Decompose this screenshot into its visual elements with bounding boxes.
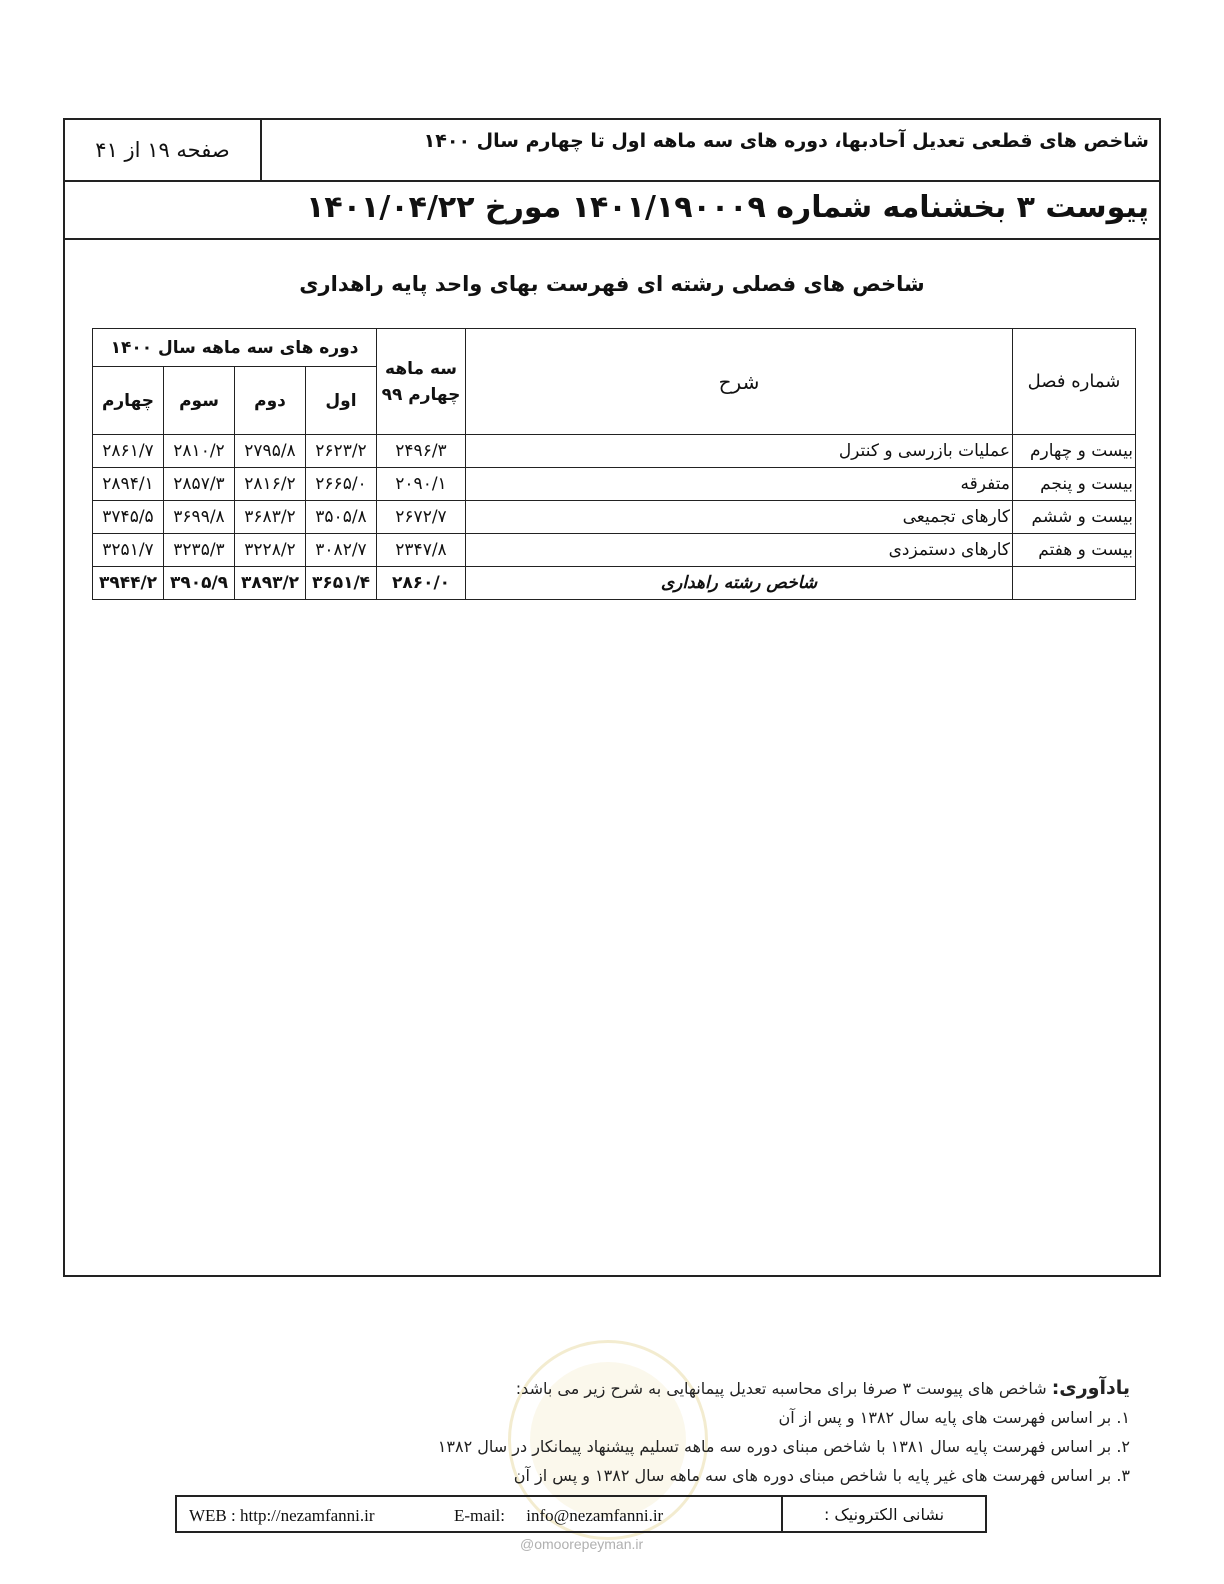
footer-email bbox=[454, 1506, 663, 1526]
row-q99: ۲۰۹۰/۱ bbox=[377, 468, 466, 501]
header-q4: چهارم bbox=[93, 367, 164, 435]
row-q3: ۳۶۹۹/۸ bbox=[164, 501, 235, 534]
document-frame bbox=[63, 118, 1161, 1277]
row-q3: ۳۲۳۵/۳ bbox=[164, 534, 235, 567]
table-row bbox=[93, 501, 1136, 534]
header-q3: سوم bbox=[164, 367, 235, 435]
row-chapter: بیست و هفتم bbox=[1013, 534, 1136, 567]
row-q2: ۳۶۸۳/۲ bbox=[235, 501, 306, 534]
row-q3: ۲۸۵۷/۳ bbox=[164, 468, 235, 501]
notes-intro: شاخص های پیوست ۳ صرفا برای محاسبه تعدیل پیمانهایی به شرح زیر می باشد: bbox=[515, 1379, 1047, 1398]
header-q99 bbox=[377, 329, 466, 435]
total-description: شاخص رشته راهداری bbox=[466, 567, 1013, 600]
notes-label: یادآوری: bbox=[1051, 1377, 1130, 1399]
row-q3: ۲۸۱۰/۲ bbox=[164, 435, 235, 468]
watermark-text: @omoorepeyman.ir bbox=[520, 1536, 644, 1552]
row-description: عملیات بازرسی و کنترل bbox=[466, 435, 1013, 468]
row-q1: ۲۶۶۵/۰ bbox=[306, 468, 377, 501]
header-period-group: دوره های سه ماهه سال ۱۴۰۰ bbox=[93, 329, 377, 367]
total-q4: ۳۹۴۴/۲ bbox=[93, 567, 164, 600]
total-q2: ۳۸۹۳/۲ bbox=[235, 567, 306, 600]
row-q4: ۳۲۵۱/۷ bbox=[93, 534, 164, 567]
document-title: شاخص های قطعی تعدیل آحادبها، دوره های سه ماهه اول تا چهارم سال ۱۴۰۰ bbox=[423, 130, 1149, 152]
header-q99-line1: سه ماهه bbox=[385, 358, 457, 379]
index-table bbox=[92, 328, 1136, 600]
row-chapter: بیست و پنجم bbox=[1013, 468, 1136, 501]
header-description: شرح bbox=[466, 329, 1013, 435]
section-title: شاخص های فصلی رشته ای فهرست بهای واحد پایه راهداری bbox=[299, 272, 925, 296]
table-row bbox=[93, 534, 1136, 567]
header-q99-line2: چهارم ۹۹ bbox=[381, 384, 461, 405]
row-q99: ۲۳۴۷/۸ bbox=[377, 534, 466, 567]
footer-box bbox=[175, 1495, 987, 1533]
row-q4: ۳۷۴۵/۵ bbox=[93, 501, 164, 534]
page-number: صفحه ۱۹ از ۴۱ bbox=[65, 120, 262, 180]
header-q2: دوم bbox=[235, 367, 306, 435]
notes-item: ۱. بر اساس فهرست های پایه سال ۱۳۸۲ و پس از آن bbox=[778, 1408, 1130, 1427]
footer-label: نشانی الکترونیک : bbox=[781, 1497, 985, 1531]
row-description: کارهای دستمزدی bbox=[466, 534, 1013, 567]
row-q1: ۳۵۰۵/۸ bbox=[306, 501, 377, 534]
circular-title: پیوست ۳ بخشنامه شماره ۱۴۰۱/۱۹۰۰۰۹ مورخ ۱۴۰۱/۰۴/۲۲ bbox=[306, 190, 1149, 225]
row-q2: ۳۲۲۸/۲ bbox=[235, 534, 306, 567]
footer-web-link[interactable]: WEB : http://nezamfanni.ir bbox=[189, 1506, 375, 1525]
notes-item: ۳. بر اساس فهرست های غیر پایه با شاخص مبنای دوره های سه ماهه سال ۱۳۸۲ و پس از آن bbox=[513, 1466, 1130, 1485]
total-chapter bbox=[1013, 567, 1136, 600]
row-chapter: بیست و چهارم bbox=[1013, 435, 1136, 468]
header-row bbox=[65, 120, 1159, 182]
notes-block bbox=[270, 1374, 1130, 1490]
row-q99: ۲۶۷۲/۷ bbox=[377, 501, 466, 534]
row-q99: ۲۴۹۶/۳ bbox=[377, 435, 466, 468]
row-description: کارهای تجمیعی bbox=[466, 501, 1013, 534]
table-total-row bbox=[93, 567, 1136, 600]
row-q4: ۲۸۶۱/۷ bbox=[93, 435, 164, 468]
row-q2: ۲۷۹۵/۸ bbox=[235, 435, 306, 468]
row-q1: ۳۰۸۲/۷ bbox=[306, 534, 377, 567]
row-q4: ۲۸۹۴/۱ bbox=[93, 468, 164, 501]
total-q1: ۳۶۵۱/۴ bbox=[306, 567, 377, 600]
row-q1: ۲۶۲۳/۲ bbox=[306, 435, 377, 468]
total-q99: ۲۸۶۰/۰ bbox=[377, 567, 466, 600]
row-q2: ۲۸۱۶/۲ bbox=[235, 468, 306, 501]
footer-email-label: E-mail: bbox=[454, 1506, 505, 1525]
row-chapter: بیست و ششم bbox=[1013, 501, 1136, 534]
table-row bbox=[93, 468, 1136, 501]
footer-email-link[interactable]: info@nezamfanni.ir bbox=[526, 1506, 664, 1525]
header-q1: اول bbox=[306, 367, 377, 435]
table-row bbox=[93, 435, 1136, 468]
subheader-row bbox=[65, 182, 1159, 240]
row-description: متفرقه bbox=[466, 468, 1013, 501]
header-chapter: شماره فصل bbox=[1013, 329, 1136, 435]
notes-intro-line bbox=[270, 1374, 1130, 1403]
total-q3: ۳۹۰۵/۹ bbox=[164, 567, 235, 600]
notes-item: ۲. بر اساس فهرست پایه سال ۱۳۸۱ با شاخص مبنای دوره سه ماهه تسلیم پیشنهاد پیمانکار در سال ۱۳۸۲ bbox=[437, 1437, 1130, 1456]
